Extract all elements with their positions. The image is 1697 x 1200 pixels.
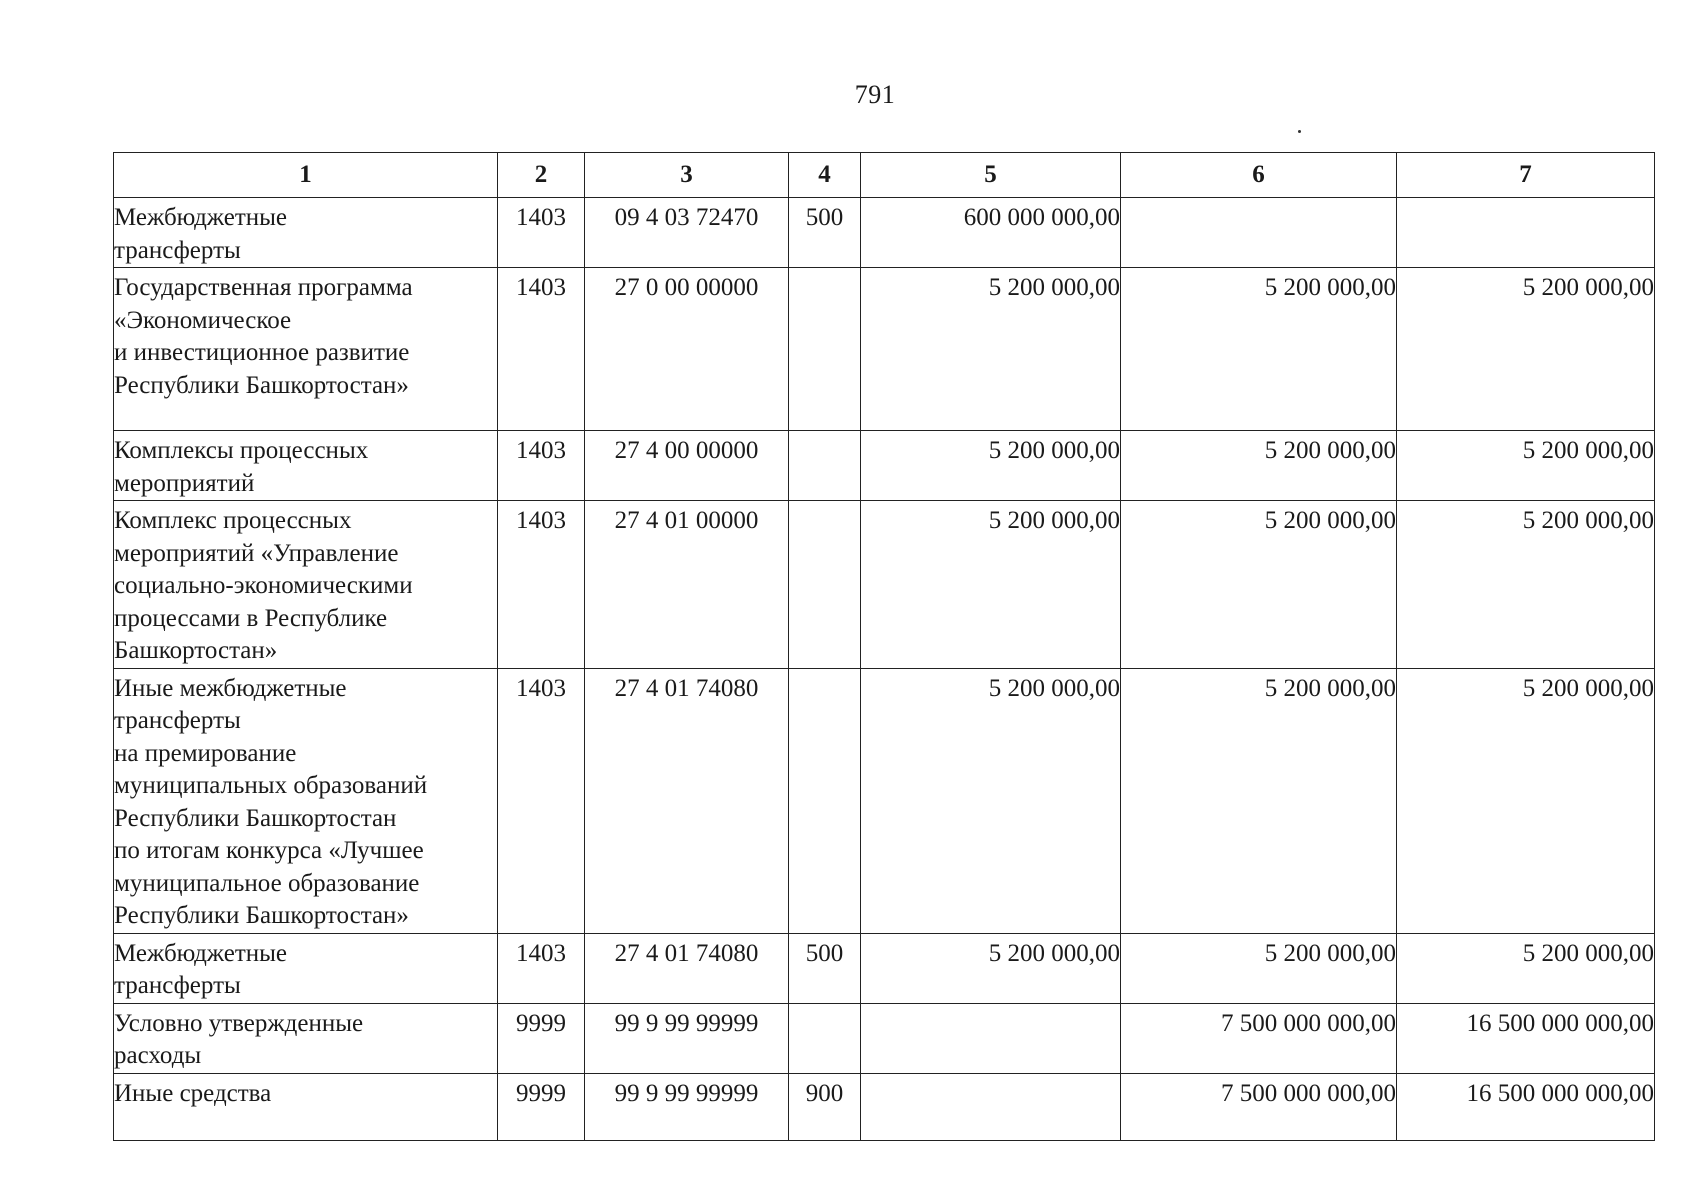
cell-value-col7: 5 200 000,00 [1397, 501, 1655, 669]
cell-name-line: и инвестиционное развитие [114, 339, 410, 366]
header-col-6: 6 [1121, 153, 1397, 198]
cell-name-line: Иные межбюджетные [114, 674, 347, 702]
header-col-4: 4 [789, 153, 861, 198]
cell-name-line: Межбюджетные [114, 939, 288, 967]
cell-value-col7: 5 200 000,00 [1397, 268, 1655, 431]
cell-section: 9999 [498, 1073, 585, 1140]
table-row [114, 198, 1655, 268]
cell-name [114, 668, 498, 933]
cell-value-col6: 5 200 000,00 [1121, 268, 1397, 431]
cell-value-col6 [1121, 198, 1397, 268]
cell-name-line: мероприятий [114, 469, 255, 497]
cell-expense-type [789, 668, 861, 933]
cell-name-line: Республики Башкортостан [114, 804, 397, 832]
cell-value-col7: 16 500 000 000,00 [1397, 1003, 1655, 1073]
cell-target-code: 27 4 00 00000 [585, 431, 789, 501]
cell-name-line: по итогам конкурса «Лучшее [114, 837, 424, 864]
cell-target-code: 99 9 99 99999 [585, 1073, 789, 1140]
cell-expense-type [789, 501, 861, 669]
cell-section: 1403 [498, 501, 585, 669]
cell-name-line: муниципальное образование [114, 869, 420, 897]
cell-value-col5 [861, 1073, 1121, 1140]
cell-value-col6: 7 500 000 000,00 [1121, 1003, 1397, 1073]
cell-section: 1403 [498, 933, 585, 1003]
table-row [114, 933, 1655, 1003]
table-row [114, 1073, 1655, 1140]
cell-section: 1403 [498, 668, 585, 933]
cell-target-code: 27 4 01 74080 [585, 933, 789, 1003]
cell-value-col5 [861, 1003, 1121, 1073]
cell-expense-type [789, 268, 861, 431]
cell-value-col7: 16 500 000 000,00 [1397, 1073, 1655, 1140]
cell-value-col7: 5 200 000,00 [1397, 668, 1655, 933]
header-col-3: 3 [585, 153, 789, 198]
cell-name-line: Государственная программа [114, 274, 413, 301]
cell-name-line: Условно утвержденные [114, 1009, 364, 1037]
cell-value-col6: 5 200 000,00 [1121, 933, 1397, 1003]
cell-name [114, 933, 498, 1003]
cell-section: 1403 [498, 198, 585, 268]
cell-expense-type: 900 [789, 1073, 861, 1140]
cell-name [114, 431, 498, 501]
table-row [114, 1003, 1655, 1073]
cell-value-col5: 600 000 000,00 [861, 198, 1121, 268]
cell-target-code: 27 4 01 00000 [585, 501, 789, 669]
header-col-2: 2 [498, 153, 585, 198]
cell-name-line: процессами в Республике [114, 604, 388, 632]
cell-name-line: трансферты [114, 707, 241, 734]
cell-name [114, 268, 498, 431]
cell-name-line: муниципальных образований [114, 772, 428, 799]
cell-name-line: мероприятий «Управление [114, 539, 399, 567]
cell-value-col7 [1397, 198, 1655, 268]
cell-value-col5: 5 200 000,00 [861, 268, 1121, 431]
cell-value-col6: 5 200 000,00 [1121, 431, 1397, 501]
cell-value-col5: 5 200 000,00 [861, 501, 1121, 669]
cell-value-col6: 5 200 000,00 [1121, 668, 1397, 933]
cell-expense-type: 500 [789, 198, 861, 268]
scan-speck [1298, 130, 1301, 133]
cell-name [114, 501, 498, 669]
cell-name-line: расходы [114, 1042, 202, 1069]
cell-name-line: Иные средства [114, 1079, 272, 1107]
cell-name [114, 198, 498, 268]
cell-name-line: «Экономическое [114, 306, 292, 334]
cell-name [114, 1003, 498, 1073]
cell-name-line: Межбюджетные [114, 204, 288, 231]
cell-name-line: Республики Башкортостан» [114, 371, 409, 399]
cell-value-col5: 5 200 000,00 [861, 431, 1121, 501]
cell-name-line: Комплексы процессных [114, 437, 369, 464]
cell-expense-type [789, 1003, 861, 1073]
cell-expense-type: 500 [789, 933, 861, 1003]
header-col-5: 5 [861, 153, 1121, 198]
cell-target-code: 99 9 99 99999 [585, 1003, 789, 1073]
cell-expense-type [789, 431, 861, 501]
cell-name-line: трансферты [114, 236, 241, 264]
cell-target-code: 09 4 03 72470 [585, 198, 789, 268]
cell-name-line: Республики Башкортостан» [114, 902, 409, 929]
table-row [114, 268, 1655, 431]
page-number: 791 [854, 80, 896, 109]
table-row [114, 668, 1655, 933]
cell-name-line: трансферты [114, 972, 241, 999]
cell-target-code: 27 0 00 00000 [585, 268, 789, 431]
cell-section: 1403 [498, 268, 585, 431]
cell-name-line: Башкортостан» [114, 637, 278, 664]
cell-section: 1403 [498, 431, 585, 501]
header-col-1: 1 [114, 153, 498, 198]
cell-name-line: социально-экономическими [114, 572, 413, 599]
cell-value-col5: 5 200 000,00 [861, 933, 1121, 1003]
cell-value-col7: 5 200 000,00 [1397, 933, 1655, 1003]
cell-value-col5: 5 200 000,00 [861, 668, 1121, 933]
budget-table [113, 152, 1655, 1141]
cell-value-col6: 7 500 000 000,00 [1121, 1073, 1397, 1140]
cell-value-col7: 5 200 000,00 [1397, 431, 1655, 501]
table-header-row [114, 153, 1655, 198]
cell-name-line: Комплекс процессных [114, 507, 352, 534]
cell-target-code: 27 4 01 74080 [585, 668, 789, 933]
table-row [114, 431, 1655, 501]
table-row [114, 501, 1655, 669]
cell-name [114, 1073, 498, 1140]
cell-section: 9999 [498, 1003, 585, 1073]
cell-value-col6: 5 200 000,00 [1121, 501, 1397, 669]
cell-name-line: на премирование [114, 739, 297, 767]
header-col-7: 7 [1397, 153, 1655, 198]
